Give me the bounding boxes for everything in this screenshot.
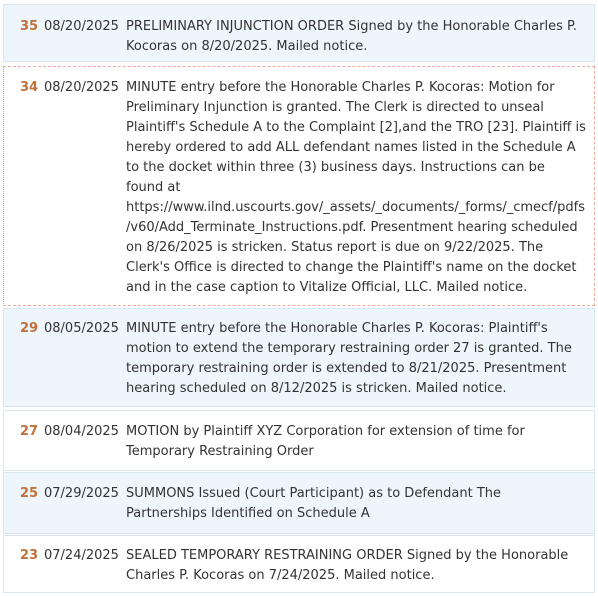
entry-text: MOTION by Plaintiff XYZ Corporation for extension of time for Temporary Restraining Order [126, 424, 525, 459]
docket-entry [3, 4, 595, 62]
docket-entry [3, 535, 595, 593]
entry-date: 08/04/2025 [44, 424, 119, 439]
entry-text: SEALED TEMPORARY RESTRAINING ORDER Signed by the Honorable Charles P. Kocoras on 7/24/2025. Mailed notice. [126, 548, 569, 583]
docket-entry [3, 472, 595, 534]
docket-entry [3, 66, 595, 306]
entry-number: 34 [20, 80, 39, 95]
entry-date: 07/24/2025 [44, 548, 119, 563]
entry-text: PRELIMINARY INJUNCTION ORDER Signed by the Honorable Charles P. Kocoras on 8/20/2025. Mailed notice. [126, 19, 577, 54]
entry-date: 08/20/2025 [44, 80, 119, 95]
docket-entry [3, 308, 595, 407]
entry-number: 25 [20, 486, 39, 501]
entry-text: MINUTE entry before the Honorable Charles P. Kocoras: Plaintiff's motion to extend the temporary restraining order 27 is granted. The temporary restraining order is extended to 8/21/2025. Presentment hearing scheduled on 8/12/2025 is stricken. Mailed notice. [126, 321, 572, 396]
entry-number: 35 [20, 19, 39, 34]
entry-number: 29 [20, 321, 39, 336]
entry-number: 27 [20, 424, 39, 439]
entry-text: SUMMONS Issued (Court Participant) as to Defendant The Partnerships Identified on Schedule A [126, 486, 501, 521]
entry-number: 23 [20, 548, 39, 563]
entry-date: 07/29/2025 [44, 486, 119, 501]
docket-entry [3, 410, 595, 471]
entry-date: 08/05/2025 [44, 321, 119, 336]
entry-date: 08/20/2025 [44, 19, 119, 34]
entry-text: MINUTE entry before the Honorable Charles P. Kocoras: Motion for Preliminary Injunction is granted. The Clerk is directed to unseal Plaintiff's Schedule A to the Complaint [2],and the TRO [23]. Plaintiff is hereby ordered to add ALL defendant names listed in the Schedule A to the docket within three (3) business days. Instructions can be found at https://www.ilnd.uscourts.gov/_assets/_documents/_forms/_cmecf/pdfs/v60/Add_Terminate_Instructions.pdf. Presentment hearing scheduled on 8/26/2025 is stricken. Status report is due on 9/22/2025. The Clerk's Office is directed to change the Plaintiff's name on the docket and in the case caption to Vitalize Official, LLC. Mailed notice. [126, 80, 586, 295]
